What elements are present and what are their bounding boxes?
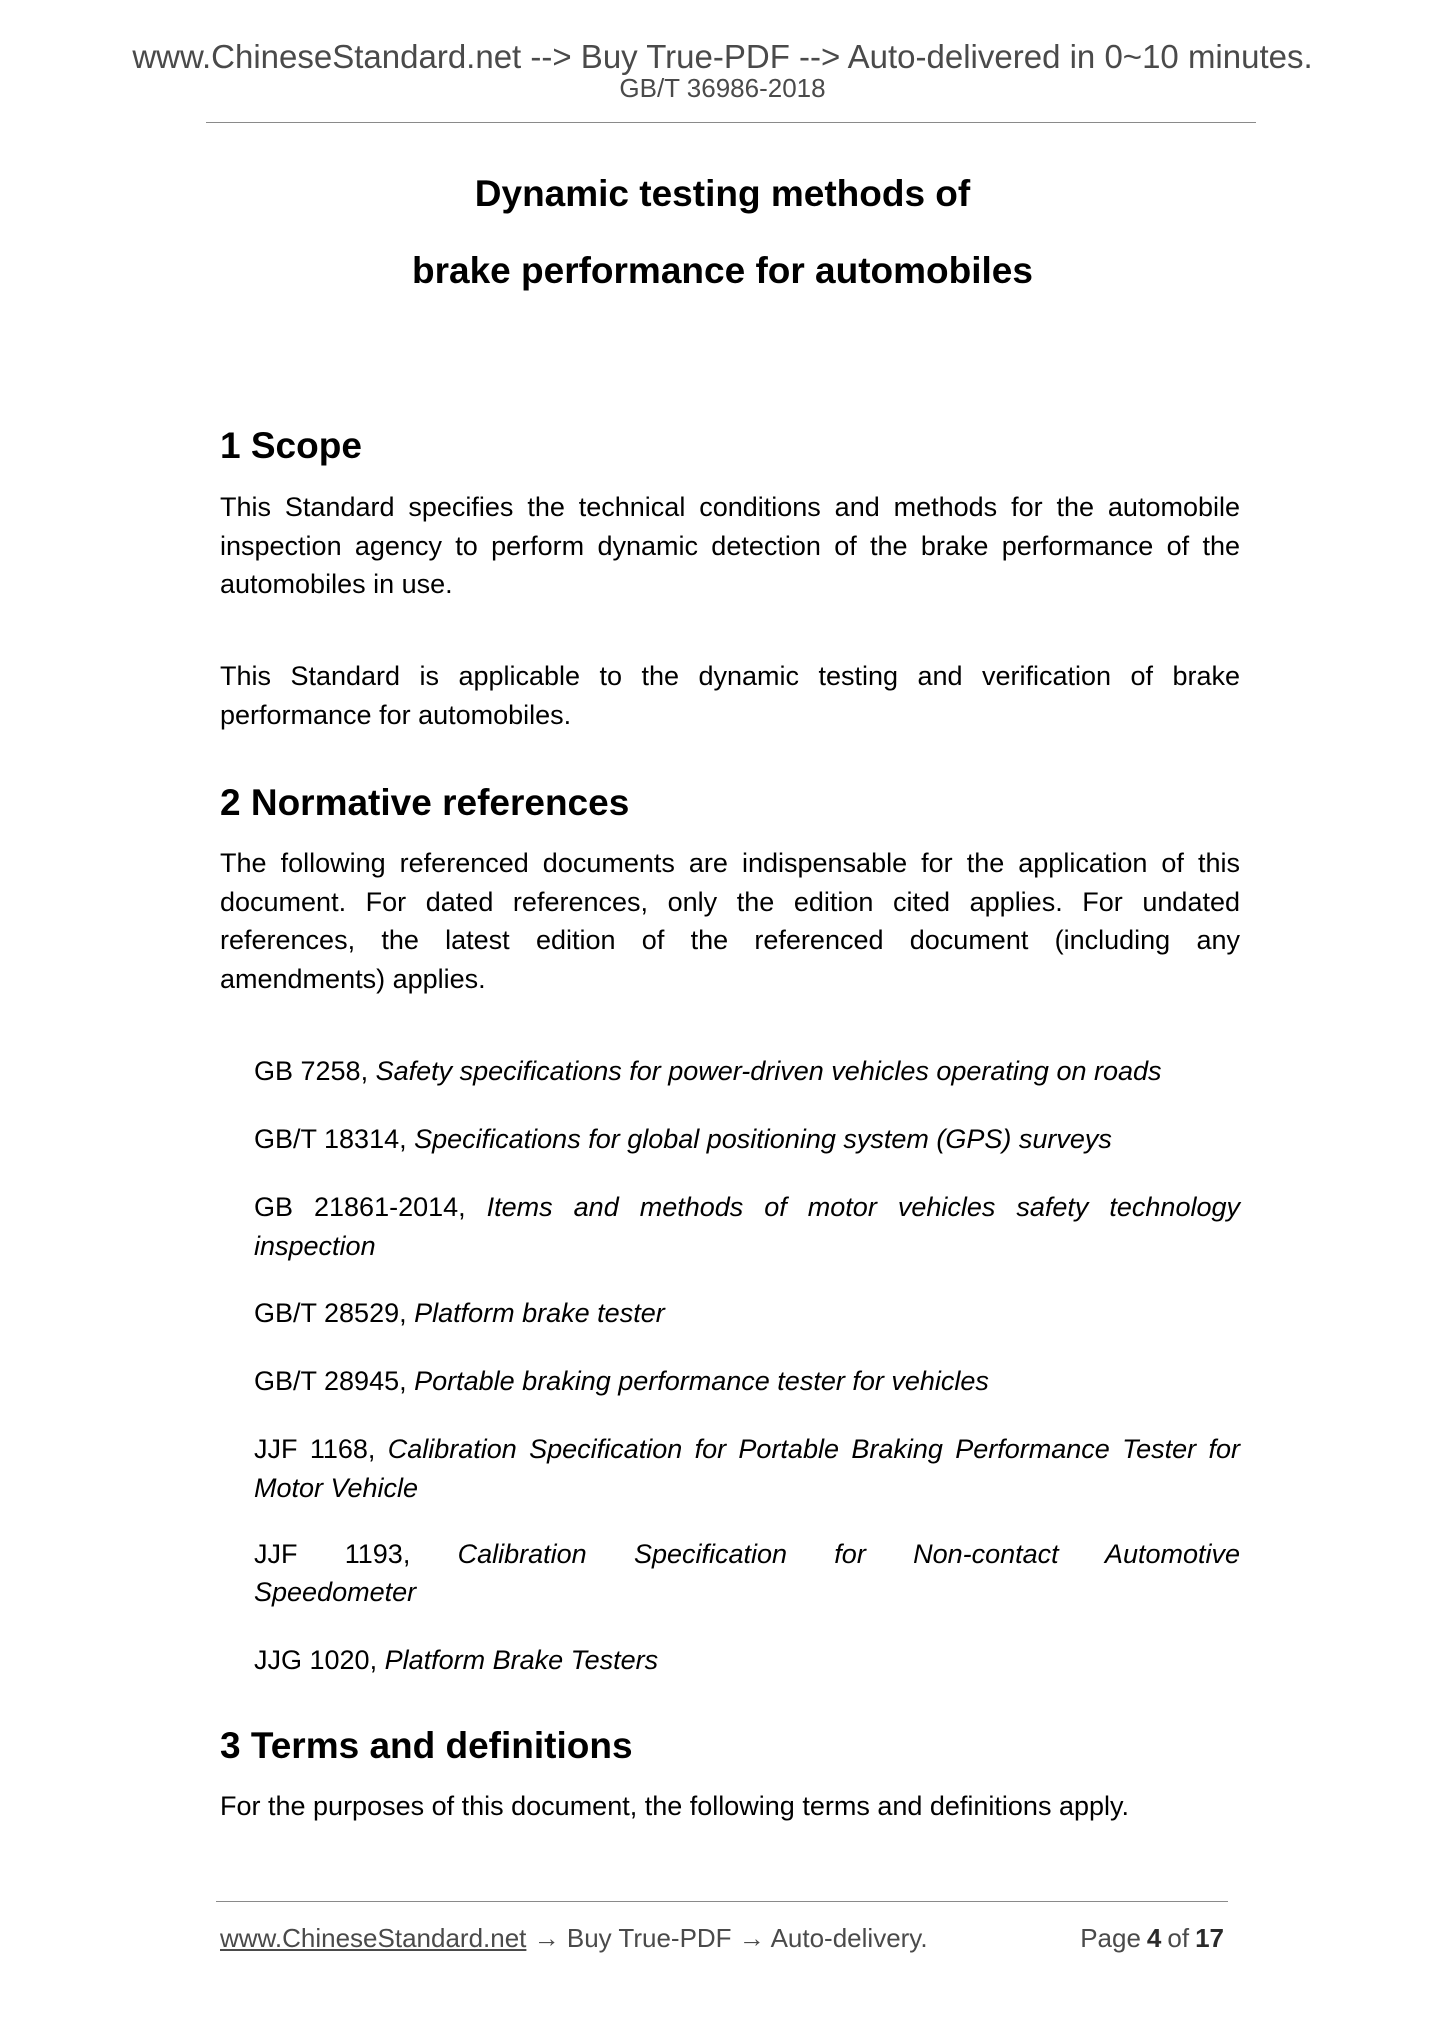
reference-title: Calibration Specification for Non-contact Automotive bbox=[457, 1539, 1240, 1569]
page-number: 4 bbox=[1146, 1923, 1162, 1953]
page-label: Page bbox=[1080, 1923, 1141, 1953]
reference-title: Platform Brake Testers bbox=[384, 1645, 659, 1675]
reference-item bbox=[254, 1120, 1240, 1159]
reference-code: GB/T 28945, bbox=[254, 1366, 415, 1396]
section-heading-terms-and-definitions: 3 Terms and definitions bbox=[220, 1725, 633, 1766]
reference-item bbox=[254, 1535, 1240, 1574]
reference-code: JJG 1020, bbox=[254, 1645, 385, 1675]
section-heading-scope: 1 Scope bbox=[220, 425, 362, 466]
reference-item bbox=[254, 1430, 1240, 1507]
normative-intro-paragraph: The following referenced documents are indispensable for the application of this document. For dated references, only the edition cited applies. For undated references, the latest edition of the referenced document (including any amendments) applies. bbox=[220, 848, 1240, 994]
footer-site-link[interactable]: www.ChineseStandard.net bbox=[220, 1923, 527, 1953]
reference-code: GB 7258, bbox=[254, 1056, 376, 1086]
reference-code: JJF 1168, bbox=[254, 1434, 388, 1464]
reference-code: GB/T 28529, bbox=[254, 1298, 415, 1328]
reference-title: Items and methods of motor vehicles safety technology inspection bbox=[254, 1192, 1240, 1261]
page-indicator bbox=[1080, 1922, 1230, 1954]
reference-item-continuation bbox=[254, 1573, 1240, 1612]
reference-item bbox=[254, 1294, 1240, 1333]
reference-title: Portable braking performance tester for vehicles bbox=[414, 1366, 989, 1396]
reference-code: GB/T 18314, bbox=[254, 1124, 415, 1154]
footer-tagline: → Buy True-PDF → Auto-delivery. bbox=[526, 1923, 928, 1953]
of-label: of bbox=[1167, 1923, 1190, 1953]
scope-paragraph-1: This Standard specifies the technical conditions and methods for the automobile inspection agency to perform dynamic detection of the brake performance of the automobiles in use. bbox=[220, 492, 1240, 599]
reference-title: Calibration Specification for Portable Braking Performance Tester for Motor Vehicle bbox=[254, 1434, 1240, 1503]
header-divider bbox=[206, 122, 1256, 123]
document-title-line-2: brake performance for automobiles bbox=[412, 250, 1033, 291]
total-pages: 17 bbox=[1195, 1923, 1224, 1953]
reference-item bbox=[254, 1641, 1240, 1680]
reference-code: JJF 1193, bbox=[254, 1539, 458, 1569]
reference-title: Safety specifications for power-driven vehicles operating on roads bbox=[375, 1056, 1162, 1086]
reference-title: Platform brake tester bbox=[414, 1298, 665, 1328]
scope-paragraph-2: This Standard is applicable to the dynamic testing and verification of brake performance for automobiles. bbox=[220, 661, 1240, 730]
page-footer bbox=[220, 1922, 1230, 1954]
reference-item bbox=[254, 1052, 1240, 1091]
reference-title: Specifications for global positioning system (GPS) surveys bbox=[414, 1124, 1112, 1154]
top-banner: www.ChineseStandard.net --> Buy True-PDF --> Auto-delivered in 0~10 minutes. bbox=[132, 38, 1313, 75]
standard-code: GB/T 36986-2018 bbox=[619, 73, 826, 103]
document-title-line-1: Dynamic testing methods of bbox=[474, 173, 971, 214]
reference-item bbox=[254, 1362, 1240, 1401]
reference-code: GB 21861-2014, bbox=[254, 1192, 487, 1222]
footer-left bbox=[220, 1923, 928, 1953]
reference-item bbox=[254, 1188, 1240, 1265]
section-heading-normative-references: 2 Normative references bbox=[220, 782, 630, 823]
terms-intro-paragraph: For the purposes of this document, the following terms and definitions apply. bbox=[220, 1791, 1129, 1821]
reference-title: Speedometer bbox=[254, 1577, 417, 1607]
footer-divider bbox=[216, 1901, 1228, 1902]
